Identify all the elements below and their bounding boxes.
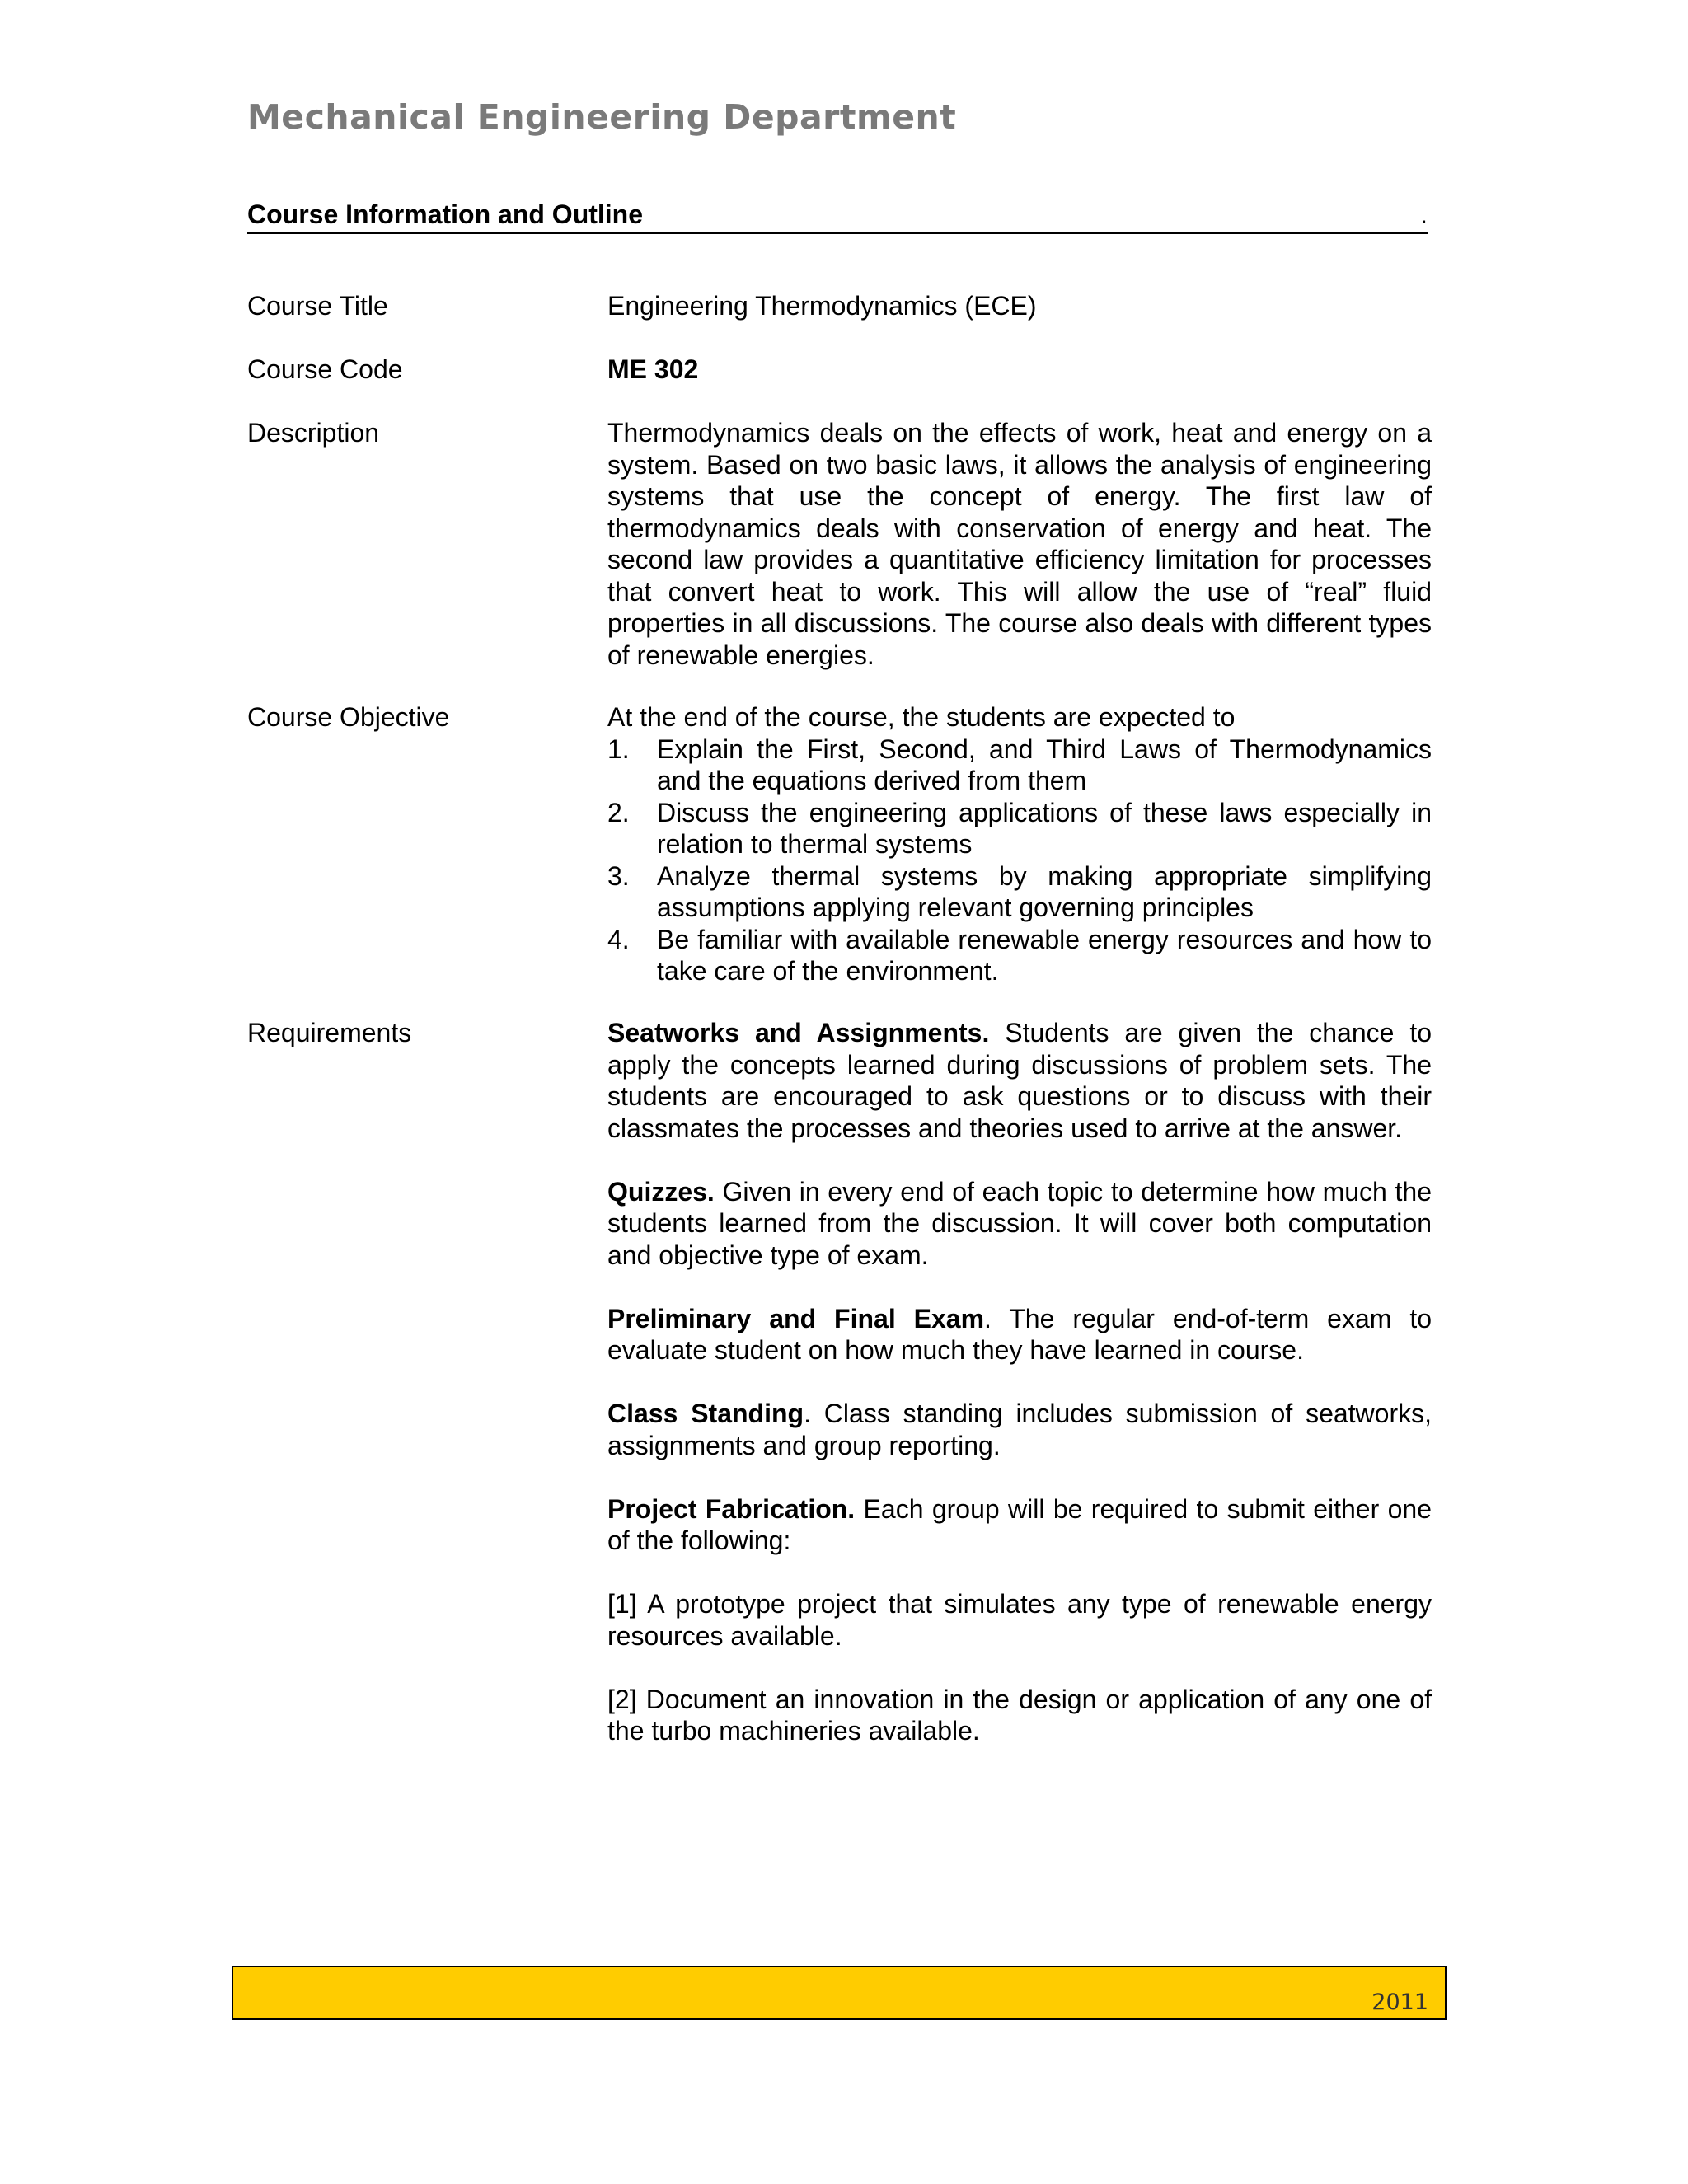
course-objective-label: Course Objective [247, 702, 450, 732]
objective-item [607, 797, 1432, 860]
project-option: [2] Document an innovation in the design or application of any one of the turbo machineries available. [607, 1684, 1432, 1746]
course-title-value: Engineering Thermodynamics (ECE) [607, 291, 1037, 321]
objective-text: Be familiar with available renewable energy resources and how to take care of the environment. [657, 924, 1432, 986]
objective-text: Explain the First, Second, and Third Laws of Thermodynamics and the equations derived from them [657, 733, 1432, 795]
requirement-title: Preliminary and Final Exam [607, 1303, 985, 1333]
requirement-text: Given in every end of each topic to determine how much the students learned from the discussion. It will cover both computation and objective type of exam. [607, 1176, 1432, 1270]
requirement-text: Each group will be required to submit either one of the following: [607, 1493, 1432, 1555]
requirement-text: . The regular end-of-term exam to evaluate student on how much they have learned in course. [607, 1303, 1432, 1365]
requirement-title: Class Standing [607, 1399, 804, 1428]
objective-number: 2. [607, 797, 630, 827]
course-title-label: Course Title [247, 291, 388, 321]
requirement-text: . Class standing includes submission of seatworks, assignments and group reporting. [607, 1399, 1432, 1460]
section-heading [247, 198, 1428, 234]
requirement-title: Seatworks and Assignments. [607, 1018, 990, 1047]
requirement-class-standing [607, 1398, 1432, 1461]
footer-bar [232, 1966, 1447, 2020]
objective-number: 1. [607, 733, 630, 764]
objective-number: 4. [607, 924, 630, 954]
objective-intro: At the end of the course, the students are expected to [607, 702, 1236, 732]
course-objective-block [607, 701, 1432, 987]
objective-number: 3. [607, 860, 630, 891]
footer-year: 2011 [1372, 1990, 1428, 2015]
section-heading-trail: . [1420, 199, 1428, 229]
objective-item [607, 733, 1432, 797]
objective-list [607, 733, 1432, 987]
project-option: [1] A prototype project that simulates any type of renewable energy resources available. [607, 1589, 1432, 1651]
objective-item [607, 860, 1432, 924]
requirement-project [607, 1493, 1432, 1557]
section-heading-text: Course Information and Outline [247, 199, 644, 229]
objective-item [607, 924, 1432, 987]
requirement-text: Students are given the chance to apply the concepts learned during discussions of problem sets. The students are encouraged to ask questions or to discuss with their classmates the processes and theories used to arrive at the answer. [607, 1018, 1432, 1143]
requirement-seatworks [607, 1017, 1432, 1144]
requirements-label: Requirements [247, 1018, 412, 1047]
description-text: Thermodynamics deals on the effects of work, heat and energy on a system. Based on two basic laws, it allows the analysis of engineering systems that use the concept of energy. The first law of thermodynamics deals with conservation of energy and heat. The second law provides a quantitative efficiency limitation for processes that convert heat to work. This will allow the use of “real” fluid properties in all discussions. The course also deals with different types of renewable energies. [607, 418, 1432, 670]
objective-text: Analyze thermal systems by making appropriate simplifying assumptions applying relevant governing principles [657, 860, 1432, 922]
department-title: Mechanical Engineering Department [247, 97, 957, 137]
requirement-exams [607, 1303, 1432, 1366]
course-code-value: ME 302 [607, 354, 699, 384]
requirement-title: Quizzes. [607, 1176, 715, 1207]
requirement-quizzes [607, 1176, 1432, 1272]
description-label: Description [247, 418, 380, 448]
objective-text: Discuss the engineering applications of these laws especially in relation to thermal systems [657, 797, 1432, 859]
requirement-title: Project Fabrication. [607, 1493, 856, 1524]
course-code-label: Course Code [247, 354, 403, 384]
requirements-block [607, 1017, 1432, 1747]
